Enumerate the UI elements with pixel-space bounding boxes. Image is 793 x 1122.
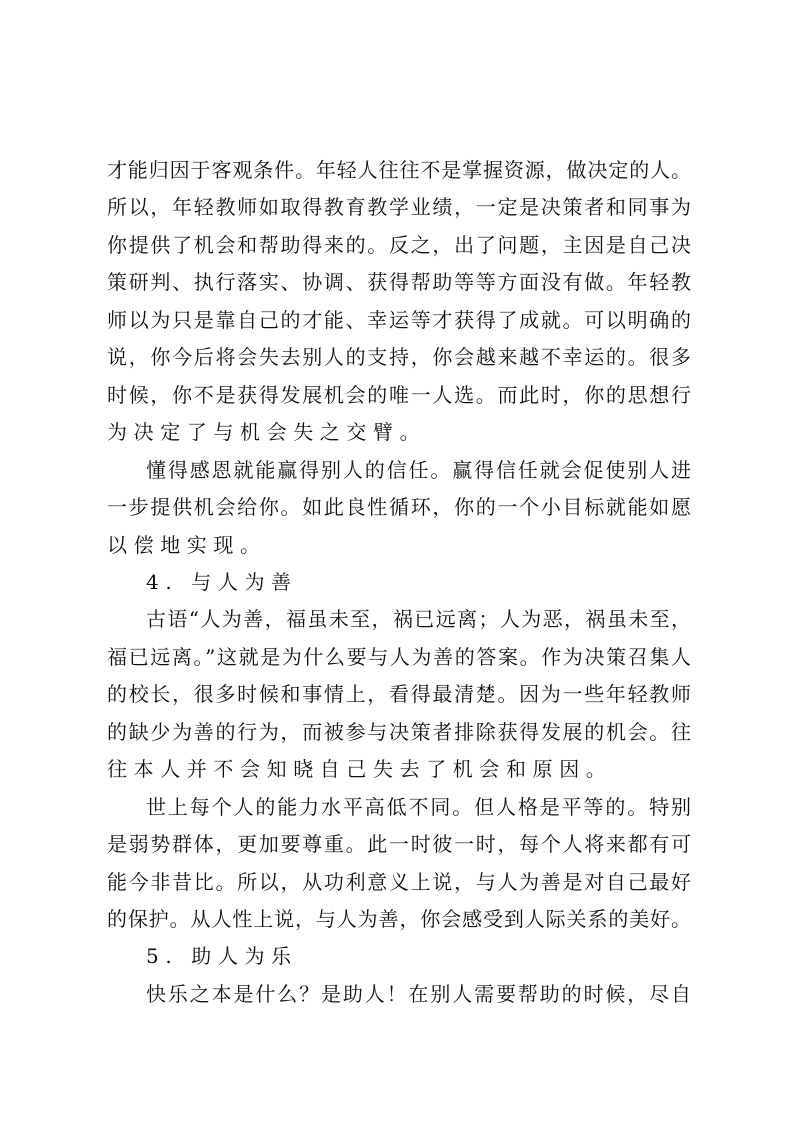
- text-line: 往本人并不会知晓自己失去了机会和原因。: [107, 757, 613, 782]
- text-line: 懂得感恩就能赢得别人的信任。赢得信任就会促使别人进: [146, 457, 691, 482]
- text-line: 能今非昔比。所以，从功利意义上说，与人为善是对自己最好: [107, 869, 691, 894]
- text-line: 的缺少为善的行为，而被参与决策者排除获得发展的机会。往: [107, 719, 691, 744]
- text-line: 为决定了与机会失之交臂。: [107, 420, 427, 445]
- text-line: 世上每个人的能力水平高低不同。但人格是平等的。特别: [146, 794, 691, 819]
- text-line: 福已远离。”这就是为什么要与人为善的答案。作为决策召集人: [107, 644, 691, 669]
- text-line: 以偿地实现。: [107, 532, 267, 557]
- text-line: 策研判、执行落实、协调、获得帮助等等方面没有做。年轻教: [107, 270, 691, 295]
- text-line: 的保护。从人性上说，与人为善，你会感受到人际关系的美好。: [107, 907, 691, 931]
- text-line: 是弱势群体，更加要尊重。此一时彼一时，每个人将来都有可: [107, 832, 691, 857]
- text-line: 一步提供机会给你。如此良性循环，你的一个小目标就能如愿: [107, 495, 691, 520]
- text-line: 说，你今后将会失去别人的支持，你会越来越不幸运的。很多: [107, 345, 691, 370]
- text-line: 所以，年轻教师如取得教育教学业绩，一定是决策者和同事为: [107, 195, 691, 220]
- text-line: 时候，你不是获得发展机会的唯一人选。而此时，你的思想行: [107, 382, 691, 407]
- text-line: 你提供了机会和帮助得来的。反之，出了问题，主因是自己决: [107, 232, 691, 257]
- text-line: 快乐之本是什么？是助人！在别人需要帮助的时候，尽自: [146, 981, 691, 1006]
- text-line: 的校长，很多时候和事情上，看得最清楚。因为一些年轻教师: [107, 682, 691, 707]
- section-heading: 5. 助人为乐: [146, 944, 298, 969]
- text-line: 古语“人为善，福虽未至，祸已远离；人为恶，祸虽未至，: [146, 607, 691, 632]
- text-line: 才能归因于客观条件。年轻人往往不是掌握资源，做决定的人。: [107, 158, 691, 182]
- text-line: 师以为只是靠自己的才能、幸运等才获得了成就。可以明确的: [107, 307, 691, 332]
- section-heading: 4. 与人为善: [146, 569, 298, 594]
